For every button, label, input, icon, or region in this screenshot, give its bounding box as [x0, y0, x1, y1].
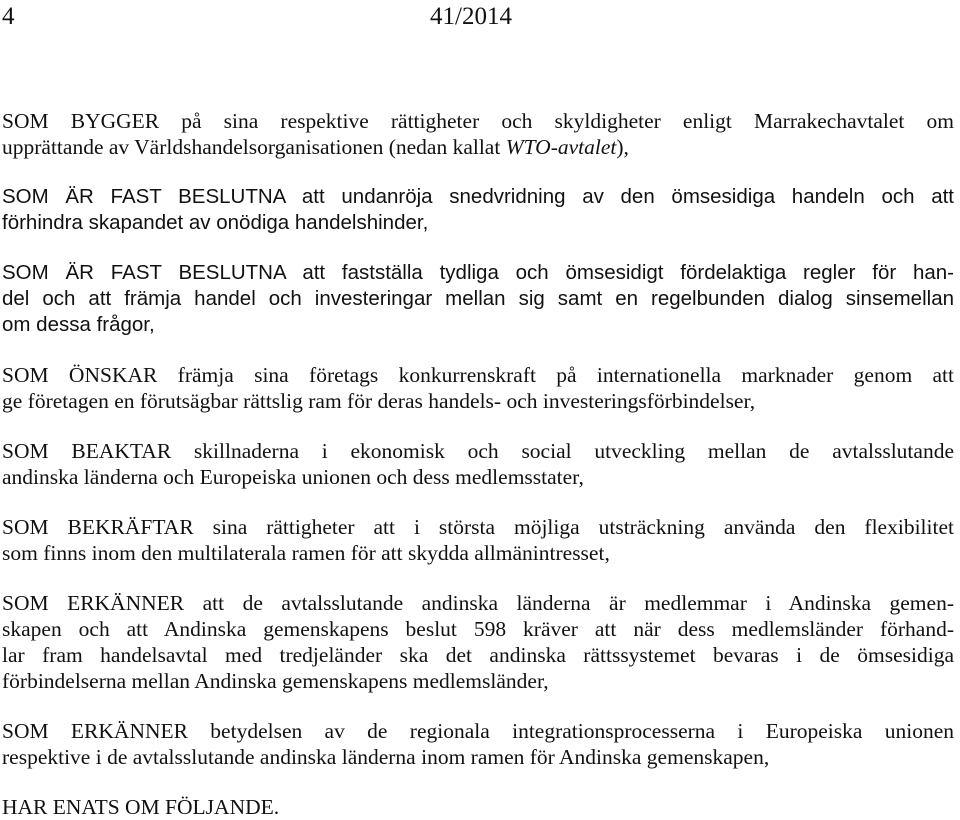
paragraph-som-ar-fast-beslutna-1 [2, 184, 954, 236]
paragraph-som-beaktar [2, 438, 954, 490]
text-line: del och att främja handel och investeringar mellan sig samt en regelbunden dialog sinsemellan [2, 287, 954, 310]
text-line: SOM ERKÄNNER betydelsen av de regionala integrationsprocesserna i Europeiska unionen [2, 719, 954, 743]
text-segment: upprättande av Världshandelsorganisationen (nedan kallat [2, 135, 506, 159]
text-line: SOM ÖNSKAR främja sina företags konkurrenskraft på internationella marknader genom att [2, 363, 954, 387]
paragraph-som-onskar [2, 362, 954, 414]
text-line: SOM ÄR FAST BESLUTNA att undanröja snedvridning av den ömsesidiga handeln och att [2, 185, 954, 208]
text-line: förbindelserna mellan Andinska gemenskapens medlemsländer, [2, 669, 549, 693]
text-line: SOM ERKÄNNER att de avtalsslutande andinska länderna är medlemmar i Andinska gemen- [2, 591, 954, 615]
paragraph-som-erkanner-2 [2, 718, 954, 770]
text-line: om dessa frågor, [2, 313, 155, 336]
text-line: som finns inom den multilaterala ramen för att skydda allmänintresset, [2, 541, 610, 565]
paragraph-som-ar-fast-beslutna-2 [2, 260, 954, 338]
text-segment: ), [616, 135, 629, 159]
text-line: SOM ÄR FAST BESLUTNA att fastställa tydliga och ömsesidigt fördelaktiga regler för han- [2, 261, 954, 284]
page-header [0, 2, 960, 32]
document-body [2, 108, 954, 820]
text-line: SOM BEAKTAR skillnaderna i ekonomisk och social utveckling mellan de avtalsslutande [2, 439, 954, 463]
defined-term: WTO-avtalet [505, 135, 617, 159]
text-line: respektive i de avtalsslutande andinska länderna inom ramen för Andinska gemenskapen, [2, 745, 770, 769]
paragraph-som-erkanner-1 [2, 590, 954, 694]
text-line: SOM BYGGER på sina respektive rättigheter och skyldigheter enligt Marrakechavtalet om [2, 109, 954, 133]
text-line: HAR ENATS OM FÖLJANDE. [2, 795, 280, 819]
issue-number: 41/2014 [430, 3, 512, 30]
paragraph-som-bygger [2, 108, 954, 160]
paragraph-har-enats [2, 794, 954, 820]
page-number: 4 [2, 3, 15, 30]
text-line: andinska länderna och Europeiska unionen och dess medlemsstater, [2, 465, 584, 489]
text-line: SOM BEKRÄFTAR sina rättigheter att i största möjliga utsträckning använda den flexibilitet [2, 515, 954, 539]
text-line: förhindra skapandet av onödiga handelshinder, [2, 211, 429, 234]
text-line: skapen och att Andinska gemenskapens beslut 598 kräver att när dess medlemsländer förhand- [2, 617, 954, 641]
text-line: ge företagen en förutsägbar rättslig ram för deras handels- och investeringsförbindelser, [2, 389, 756, 413]
text-line: lar fram handelsavtal med tredjeländer ska det andinska rättssystemet bevaras i de ömsesidiga [2, 643, 954, 667]
paragraph-som-bekraftar [2, 514, 954, 566]
text-line [2, 134, 954, 160]
